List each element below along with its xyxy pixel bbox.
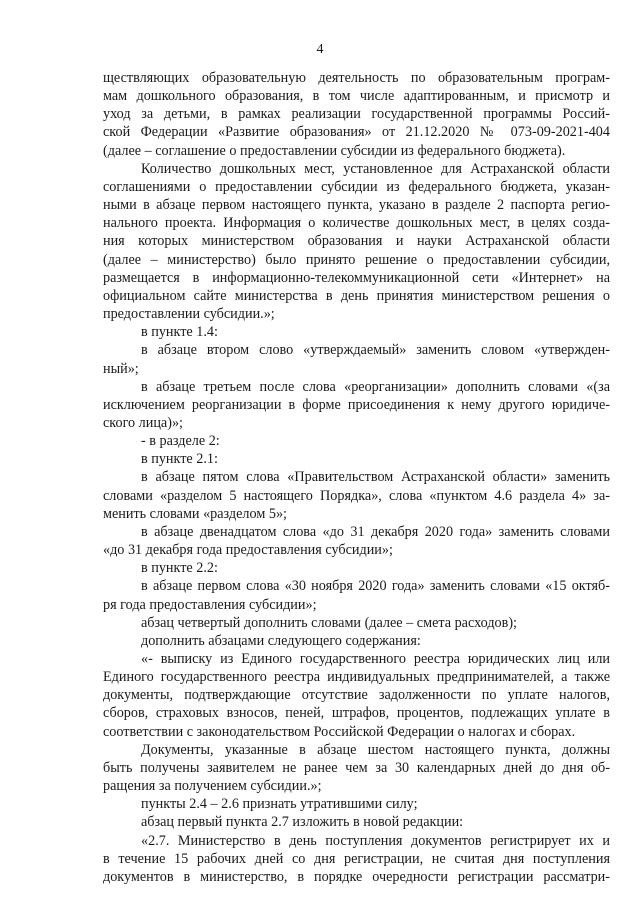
text-line: уход за детьми, в рамках реализации государственной программы Россий- — [103, 106, 610, 123]
text-line: в абзаце пятом слова «Правительством Астраханской области» заменить — [141, 469, 610, 486]
text-line: соглашениями о предоставлении субсидии из федерального бюджета, указан- — [103, 178, 610, 195]
text-line: ского лица)»; — [103, 414, 183, 431]
text-line: абзац первый пункта 2.7 изложить в новой редакции: — [141, 814, 464, 831]
text-line: «2.7. Министерство в день поступления документов регистрирует их и — [141, 832, 610, 849]
text-line: в пункте 1.4: — [141, 324, 218, 341]
text-line: «до 31 декабря года предоставления субсидии»; — [103, 542, 393, 559]
text-line: Единого государственного реестра индивидуальных предпринимателей, а также — [103, 669, 610, 686]
text-line: Документы, указанные в абзаце шестом настоящего пункта, должны — [141, 741, 610, 758]
text-line: в абзаце первом слова «30 ноября 2020 года» заменить словами «15 октяб- — [141, 578, 610, 595]
text-line: документов в министерство, в порядке очередности регистрации рассматри- — [103, 868, 610, 885]
text-line: менить словами «разделом 5»; — [103, 505, 287, 522]
page-number: 4 — [316, 42, 324, 57]
text-line: в абзаце третьем после слова «реорганизации» дополнить словами «(за — [141, 378, 610, 395]
text-line: - в разделе 2: — [141, 433, 220, 450]
text-line: пункты 2.4 – 2.6 признать утратившими силу; — [141, 796, 418, 813]
text-line: исключением реорганизации в форме присоединения к нему другого юридиче- — [103, 396, 610, 413]
text-line: ния которых министерством образования и науки Астраханской области — [103, 233, 610, 250]
text-line: документы, подтверждающие отсутствие задолженности по уплате налогов, — [103, 687, 610, 704]
text-line: быть получены заявителем не ранее чем за 30 календарных дней до дня об- — [103, 759, 610, 776]
document-body — [103, 69, 610, 886]
text-line: (далее – соглашение о предоставлении субсидии из федерального бюджета). — [103, 142, 566, 159]
text-line: размещается в информационно-телекоммуникационной сети «Интернет» на — [103, 269, 610, 286]
text-line: ный»; — [103, 360, 139, 377]
text-line: ря года предоставления субсидии»; — [103, 596, 317, 613]
text-line: ращения за получением субсидии.»; — [103, 778, 322, 795]
text-line: ществляющих образовательную деятельность по образовательным програм- — [103, 70, 610, 86]
text-line: официальном сайте министерства в день принятия министерством решения о — [103, 287, 610, 304]
text-line: в пункте 2.2: — [141, 560, 218, 577]
text-line: абзац четвертый дополнить словами (далее – смета расходов); — [141, 614, 518, 631]
text-line: словами «разделом 5 настоящего Порядка», слова «пунктом 4.6 раздела 4» за- — [103, 487, 610, 504]
text-line: предоставлении субсидии.»; — [103, 306, 275, 323]
text-line: ными в абзаце первом настоящего пункта, указано в разделе 2 паспорта регио- — [103, 197, 610, 214]
text-line: (далее – министерство) было принято решение о предоставлении субсидии, — [103, 251, 610, 268]
text-line: в абзаце втором слово «утверждаемый» заменить словом «утвержден- — [141, 342, 610, 359]
text-line: «- выписку из Единого государственного реестра юридических лиц или — [141, 651, 610, 667]
text-line: дополнить абзацами следующего содержания: — [141, 632, 421, 649]
text-line: соответствии с законодательством Российской Федерации о налогах и сборах. — [103, 723, 576, 740]
text-line: в абзаце двенадцатом слова «до 31 декабря 2020 года» заменить словами — [141, 523, 610, 540]
text-line: в пункте 2.1: — [141, 451, 218, 468]
text-line: ской Федерации «Развитие образования» от 21.12.2020 № 073-09-2021-404 — [103, 124, 610, 141]
text-line: мам дошкольного образования, в том числе адаптированным, и присмотр и — [103, 88, 610, 105]
text-line: Количество дошкольных мест, установленное для Астраханской области — [141, 160, 610, 177]
text-line: сборов, страховых взносов, пеней, штрафов, процентов, подлежащих уплате в — [103, 705, 610, 722]
text-line: в течение 15 рабочих дней со дня регистрации, не считая дня поступления — [103, 850, 610, 867]
text-line: нального проекта. Информация о количестве дошкольных мест, в целях созда- — [103, 215, 610, 232]
